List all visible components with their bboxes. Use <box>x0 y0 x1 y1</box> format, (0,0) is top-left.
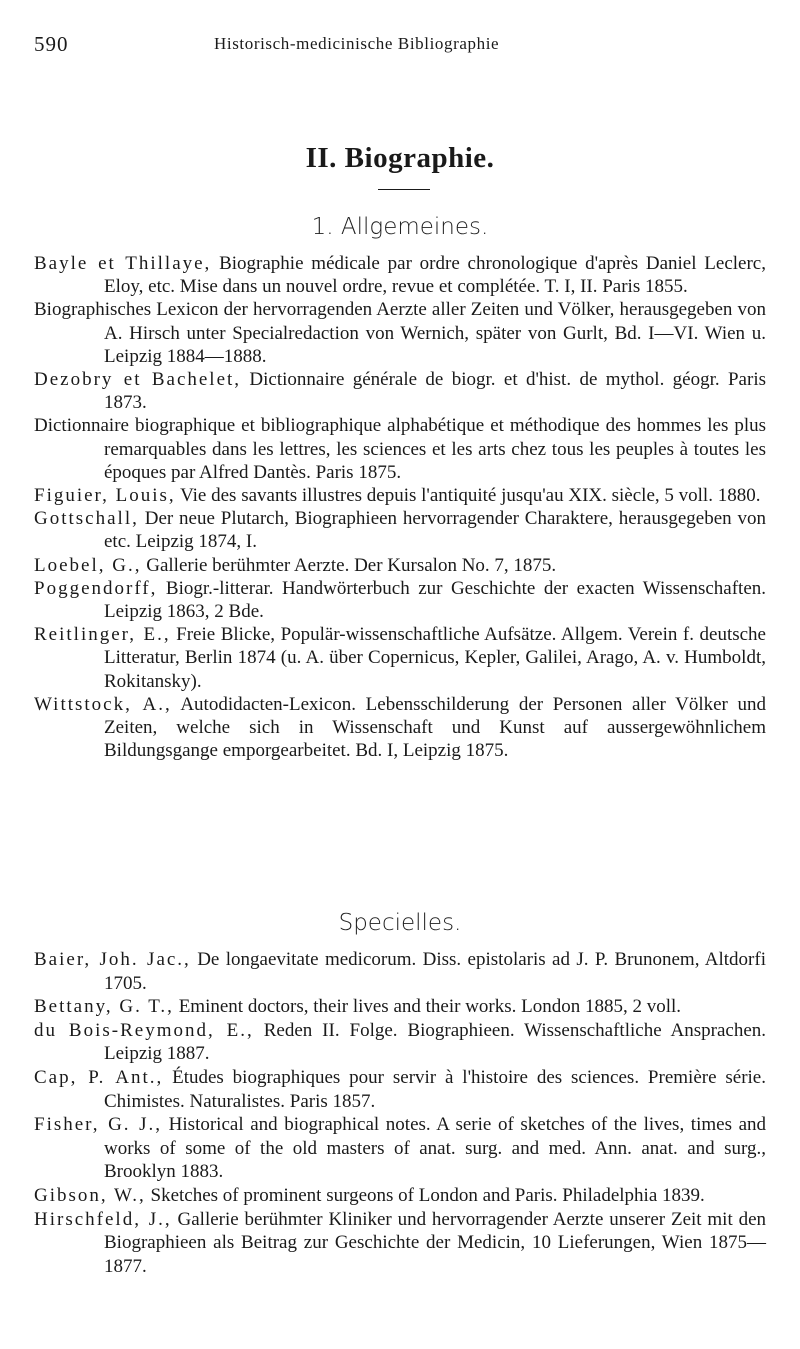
entry-author: Bettany, G. T., <box>34 996 174 1018</box>
entry-text: Freie Blicke, Populär-wissenschaftliche Aufsätze. Allgem. Verein f. deutsche Litteratur, Berlin 1874 (u. A. über Copernicus, Kepler, Galilei, Arago, A. v. Humboldt, Rokitansky). <box>104 624 766 692</box>
subsection-title-special: Specielles. <box>338 910 462 936</box>
running-title: Historisch-medicinische Bibliographie <box>214 34 500 53</box>
bibliography-entry <box>34 623 766 693</box>
entry-author: Figuier, Louis, <box>34 485 176 507</box>
entry-text: De longaevitate medicorum. Diss. epistolaris ad J. P. Brunonem, Altdorfi 1705. <box>104 949 766 994</box>
entry-author: Loebel, G., <box>34 554 142 576</box>
entry-text: Sketches of prominent surgeons of London and Paris. Philadelphia 1839. <box>150 1184 705 1206</box>
bibliography-entry <box>34 298 766 368</box>
bibliography-entry <box>34 1208 766 1279</box>
entry-author: Bayle et Thillaye, <box>34 253 212 274</box>
running-head <box>34 32 754 64</box>
bibliography-entry <box>34 414 766 484</box>
bibliography-entry <box>34 693 766 763</box>
entry-author: Poggendorff, <box>34 577 158 599</box>
entry-text: Biographisches Lexicon der hervorragenden Aerzte aller Zeiten und Völker, herausgegeben von A. Hirsch unter Specialredaction von Wernich, später von Gurlt, Bd. I—VI. Wien u. Leipzig 1884—1888. <box>34 299 766 367</box>
bibliography-entry <box>34 948 766 995</box>
entry-text: Vie des savants illustres depuis l'antiquité jusqu'au XIX. siècle, 5 voll. 1880. <box>180 485 761 507</box>
bibliography-entry <box>34 507 766 553</box>
bibliography-entry <box>34 1184 766 1208</box>
entry-text: Dictionnaire générale de biogr. et d'hist. de mythol. géogr. Paris 1873. <box>104 369 766 414</box>
entry-author: Gibson, W., <box>34 1184 146 1206</box>
entry-author: Reitlinger, E., <box>34 624 171 646</box>
bibliography-entry <box>34 484 766 507</box>
entry-text: Études biographiques pour servir à l'histoire des sciences. Première série. Chimistes. Naturalistes. Paris 1857. <box>104 1066 766 1112</box>
entry-text: Der neue Plutarch, Biographieen hervorragender Charaktere, herausgegeben von etc. Leipzig 1874, I. <box>104 508 766 553</box>
entry-text: Reden II. Folge. Biographieen. Wissenschaftliche Ansprachen. Leipzig 1887. <box>104 1019 766 1065</box>
bibliography-entry <box>34 1019 766 1066</box>
bibliography-entry <box>34 554 766 577</box>
bibliography-entry <box>34 1113 766 1184</box>
entry-text: Biographie médicale par ordre chronologique d'après Daniel Leclerc, Eloy, etc. Mise dans un nouvel ordre, revue et complétée. T. I, II. Paris 1855. <box>104 253 766 298</box>
entry-author: du Bois-Reymond, E., <box>34 1019 254 1041</box>
bibliography-entry <box>34 252 766 298</box>
entry-text: Biogr.-litterar. Handwörterbuch zur Geschichte der exacten Wissenschaften. Leipzig 1863, 2 Bde. <box>104 577 766 623</box>
entry-text: Gallerie berühmter Kliniker und hervorragender Aerzte unserer Zeit mit den Biographieen als Beitrag zur Geschichte der Medicin, 10 Lieferungen, Wien 1875—1877. <box>104 1208 766 1277</box>
entry-text: Historical and biographical notes. A serie of sketches of the lives, times and works of some of the old masters of anat. surg. and med. Ann. anat. and surg., Brooklyn 1883. <box>104 1114 767 1183</box>
entry-author: Cap, P. Ant., <box>34 1066 164 1088</box>
entry-text: Eminent doctors, their lives and their works. London 1885, 2 voll. <box>178 996 682 1018</box>
entry-author: Dezobry et Bachelet, <box>34 369 242 391</box>
bibliography-entry <box>34 577 766 623</box>
entry-text: Autodidacten-Lexicon. Lebensschilderung der Personen aller Völker und Zeiten, welche sich in Wissenschaft und Kunst auf aussergewöhnlichem Bildungsgange emporgearbeitet. Bd. I, Leipzig 1875. <box>104 693 767 762</box>
subsection-title-general: 1. Allgemeines. <box>311 214 489 240</box>
section-title: II. Biographie. <box>305 142 495 174</box>
title-rule <box>378 189 430 190</box>
entry-author: Gottschall, <box>34 508 139 530</box>
entry-author: Wittstock, A., <box>34 693 172 715</box>
page-number: 590 <box>34 32 69 56</box>
bibliography-entry <box>34 1066 766 1113</box>
bibliography-entry <box>34 995 766 1019</box>
entry-author: Fisher, G. J., <box>34 1114 163 1136</box>
entry-author: Baier, Joh. Jac., <box>34 949 191 970</box>
entry-author: Hirschfeld, J., <box>34 1208 172 1230</box>
entry-text: Gallerie berühmter Aerzte. Der Kursalon No. 7, 1875. <box>146 554 557 576</box>
entry-list-general <box>34 252 766 762</box>
bibliography-entry <box>34 368 766 414</box>
entry-list-special <box>34 948 766 1278</box>
entry-text: Dictionnaire biographique et bibliographique alphabétique et méthodique des hommes les plus remarquables dans les lettres, les sciences et les arts chez tous les peuples à toutes les époques par Alfred Dantès. Paris 1875. <box>34 415 766 483</box>
